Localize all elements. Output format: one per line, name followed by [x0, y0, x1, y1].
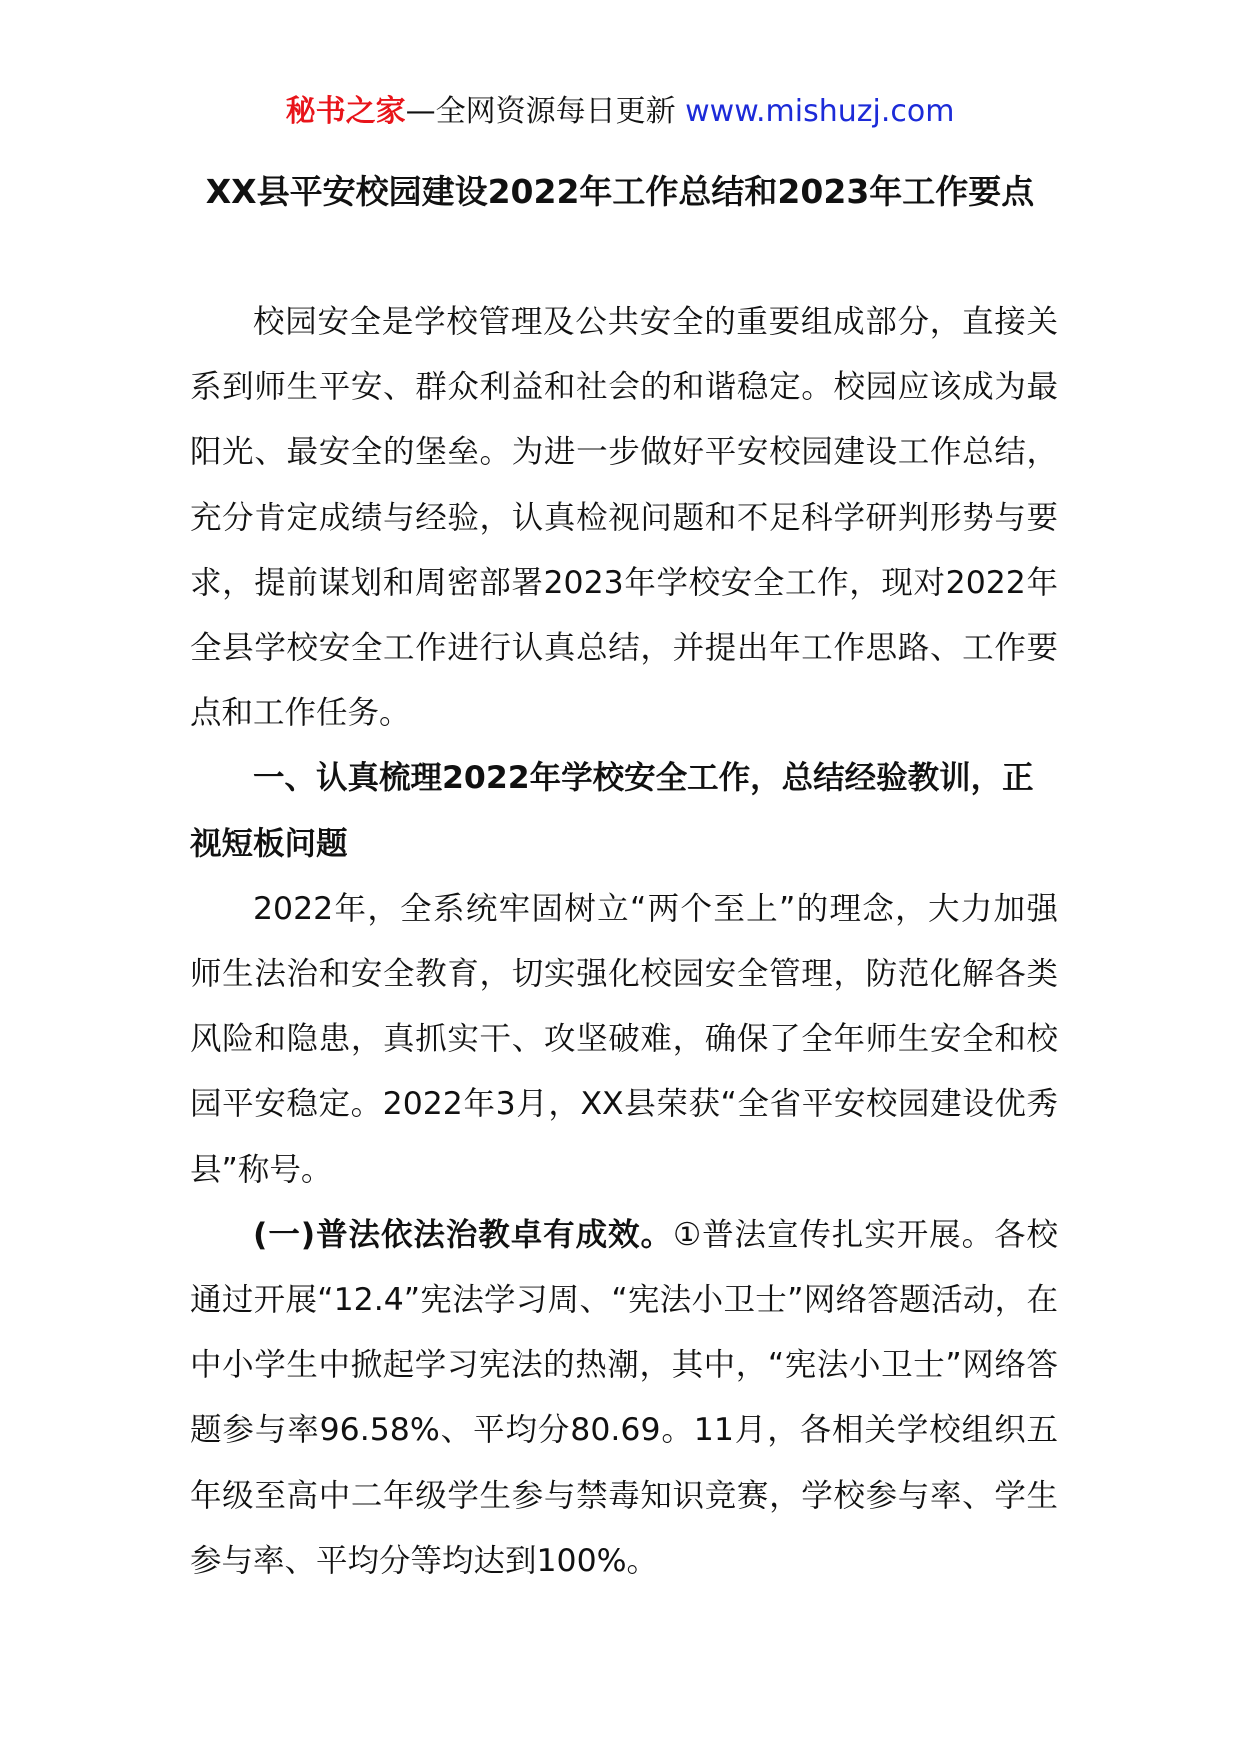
document-body — [190, 290, 1058, 1594]
brand-name: 秘书之家 — [285, 94, 406, 129]
subsection-1-text: ①普法宣传扎实开展。各校通过开展“12.4”宪法学习周、“宪法小卫士”网络答题活动，在中小学生中掀起学习宪法的热潮，其中，“宪法小卫士”网络答题参与率96.58%、平均分80.69。11月，各相关学校组织五年级至高中二年级学生参与禁毒知识竞赛，学校参与率、学生参与率、平均分等均达到100%。 — [190, 1216, 1058, 1579]
subsection-1-heading: (一)普法依法治教卓有成效。 — [253, 1216, 673, 1253]
subsection-1-paragraph — [190, 1203, 1058, 1594]
site-url-link[interactable]: www.mishuzj.com — [685, 94, 955, 129]
site-header — [0, 92, 1240, 132]
section-1-paragraph: 2022年，全系统牢固树立“两个至上”的理念，大力加强师生法治和安全教育，切实强化校园安全管理，防范化解各类风险和隐患，真抓实干、攻坚破难，确保了全年师生安全和校园平安稳定。2022年3月，XX县荣获“全省平安校园建设优秀县”称号。 — [190, 890, 1058, 1188]
intro-paragraph: 校园安全是学校管理及公共安全的重要组成部分，直接关系到师生平安、群众利益和社会的和谐稳定。校园应该成为最阳光、最安全的堡垒。为进一步做好平安校园建设工作总结，充分肯定成绩与经验，认真检视问题和不足科学研判形势与要求，提前谋划和周密部署2023年学校安全工作，现对2022年全县学校安全工作进行认真总结，并提出年工作思路、工作要点和工作任务。 — [190, 304, 1058, 732]
document-title: XX县平安校园建设2022年工作总结和2023年工作要点 — [205, 172, 1035, 211]
section-heading-1: 一、认真梳理2022年学校安全工作，总结经验教训，正视短板问题 — [190, 760, 1034, 862]
header-tagline: —全网资源每日更新 — [405, 94, 686, 129]
